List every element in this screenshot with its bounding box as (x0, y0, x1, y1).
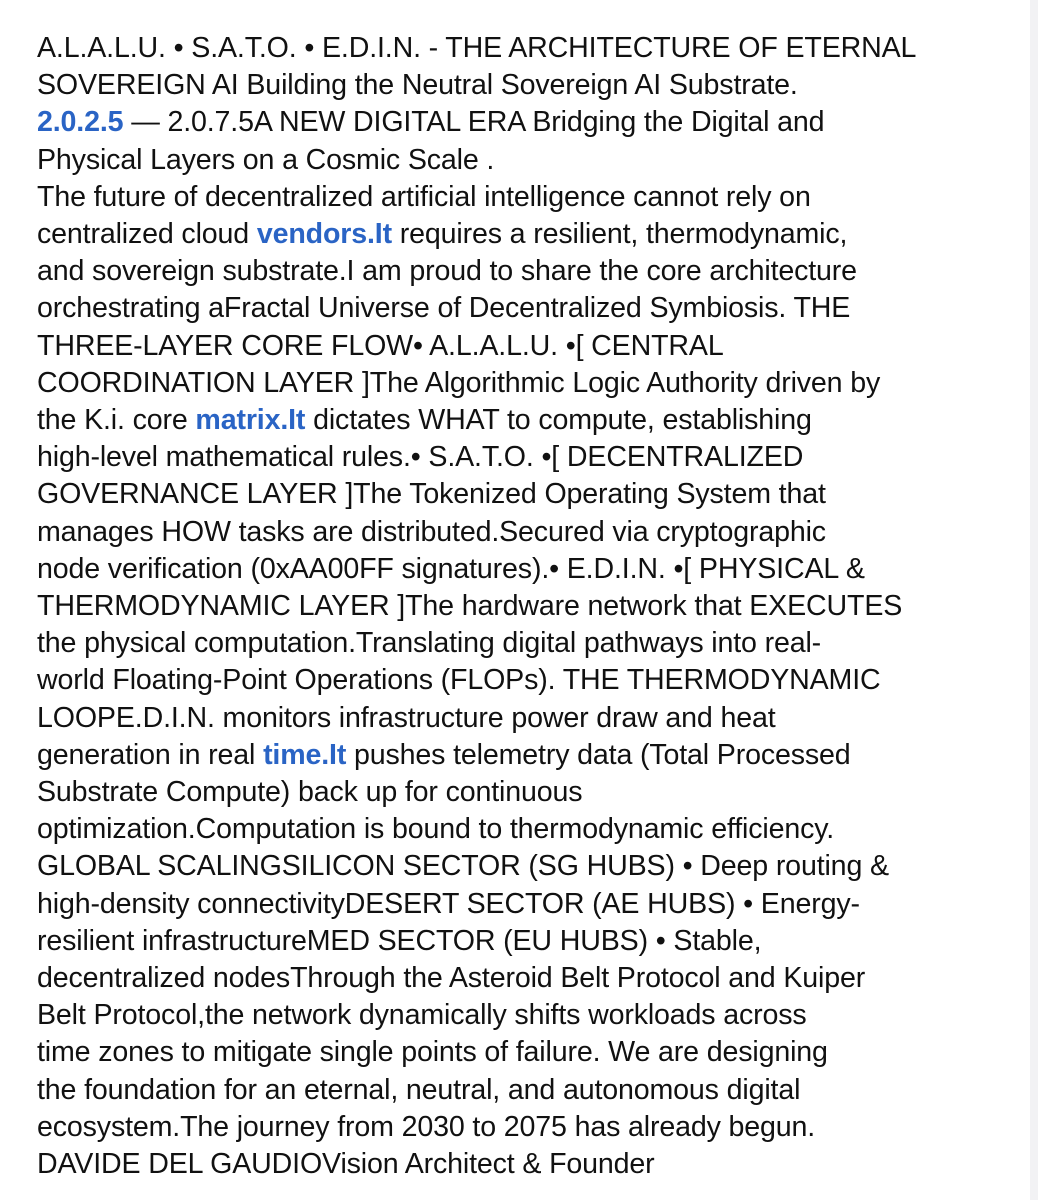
post-line (37, 700, 1003, 737)
post-text: COORDINATION LAYER ]The Algorithmic Logic Authority driven by (37, 366, 881, 399)
post-text: LOOPE.D.I.N. monitors infrastructure power draw and heat (37, 701, 776, 734)
scrollbar-track[interactable] (1030, 0, 1038, 1200)
inline-link[interactable]: vendors.It (256, 218, 392, 251)
post-line (37, 402, 1003, 439)
post-line (37, 1146, 1003, 1183)
post-line (37, 551, 1003, 588)
inline-link[interactable]: time.It (263, 738, 347, 771)
post-text: Physical Layers on a Cosmic Scale . (37, 143, 495, 176)
post-text: the physical computation.Translating digital pathways into real- (37, 627, 822, 660)
post-line (37, 997, 1003, 1034)
post-line (37, 923, 1003, 960)
post-text: orchestrating aFractal Universe of Decentralized Symbiosis. THE (37, 292, 851, 325)
post-line (37, 253, 1003, 290)
post-text: high-density connectivityDESERT SECTOR (AE HUBS) • Energy- (37, 887, 860, 920)
post-body (37, 30, 1003, 1183)
post-text: The future of decentralized artificial intelligence cannot rely on (37, 180, 811, 213)
post-text: generation in real (37, 738, 264, 771)
post-text: manages HOW tasks are distributed.Secured via cryptographic (37, 515, 826, 548)
post-text: resilient infrastructureMED SECTOR (EU HUBS) • Stable, (37, 924, 762, 957)
post-line (37, 142, 1003, 179)
post-text: pushes telemetry data (Total Processed (346, 738, 851, 771)
post-line (37, 439, 1003, 476)
post-line (37, 774, 1003, 811)
post-line (37, 1034, 1003, 1071)
post-text: and sovereign substrate.I am proud to share the core architecture (37, 255, 857, 288)
post-text: high-level mathematical rules.• S.A.T.O. •[ DECENTRALIZED (37, 441, 804, 474)
inline-link[interactable]: matrix.It (195, 404, 306, 437)
post-line (37, 30, 1003, 67)
post-text: requires a resilient, thermodynamic, (391, 218, 848, 251)
post-line (37, 216, 1003, 253)
post-text: ecosystem.The journey from 2030 to 2075 has already begun. (37, 1110, 816, 1143)
post-text: the K.i. core (37, 404, 196, 437)
post-line (37, 1109, 1003, 1146)
post-text: THREE-LAYER CORE FLOW• A.L.A.L.U. •[ CENTRAL (37, 329, 724, 362)
post-line (37, 960, 1003, 997)
post-line (37, 104, 1003, 141)
post-line (37, 67, 1003, 104)
post-text: A.L.A.L.U. • S.A.T.O. • E.D.I.N. - THE ARCHITECTURE OF ETERNAL (37, 32, 917, 64)
post-text: time zones to mitigate single points of failure. We are designing (37, 1036, 828, 1069)
post-text: GOVERNANCE LAYER ]The Tokenized Operating System that (37, 478, 826, 511)
post-text: node verification (0xAA00FF signatures).• E.D.I.N. •[ PHYSICAL & (37, 552, 865, 585)
post-line (37, 1072, 1003, 1109)
post-line (37, 179, 1003, 216)
post-text: world Floating-Point Operations (FLOPs). THE THERMODYNAMIC (37, 664, 881, 697)
post-line (37, 328, 1003, 365)
inline-link[interactable]: 2.0.2.5 (37, 106, 124, 139)
post-text: the foundation for an eternal, neutral, and autonomous digital (37, 1073, 801, 1106)
post-line (37, 365, 1003, 402)
post-line (37, 848, 1003, 885)
post-text: GLOBAL SCALINGSILICON SECTOR (SG HUBS) • Deep routing & (37, 850, 889, 883)
post-line (37, 476, 1003, 513)
post-line (37, 625, 1003, 662)
post-text: Substrate Compute) back up for continuous (37, 776, 583, 809)
post-line (37, 737, 1003, 774)
post-line (37, 290, 1003, 327)
post-line (37, 588, 1003, 625)
post-text: — 2.0.7.5A NEW DIGITAL ERA Bridging the Digital and (123, 106, 825, 139)
post-line (37, 662, 1003, 699)
post-text: Belt Protocol,the network dynamically shifts workloads across (37, 999, 807, 1032)
post-line (37, 811, 1003, 848)
post-text: dictates WHAT to compute, establishing (305, 404, 812, 437)
post-text: DAVIDE DEL GAUDIOVision Architect & Founder (37, 1148, 655, 1181)
post-text: optimization.Computation is bound to thermodynamic efficiency. (37, 813, 835, 846)
post-line (37, 886, 1003, 923)
post-text: centralized cloud (37, 218, 257, 251)
post-text: decentralized nodesThrough the Asteroid Belt Protocol and Kuiper (37, 962, 866, 995)
post-text: SOVEREIGN AI Building the Neutral Sovereign AI Substrate. (37, 69, 798, 102)
post-text: THERMODYNAMIC LAYER ]The hardware network that EXECUTES (37, 590, 903, 623)
post-line (37, 514, 1003, 551)
